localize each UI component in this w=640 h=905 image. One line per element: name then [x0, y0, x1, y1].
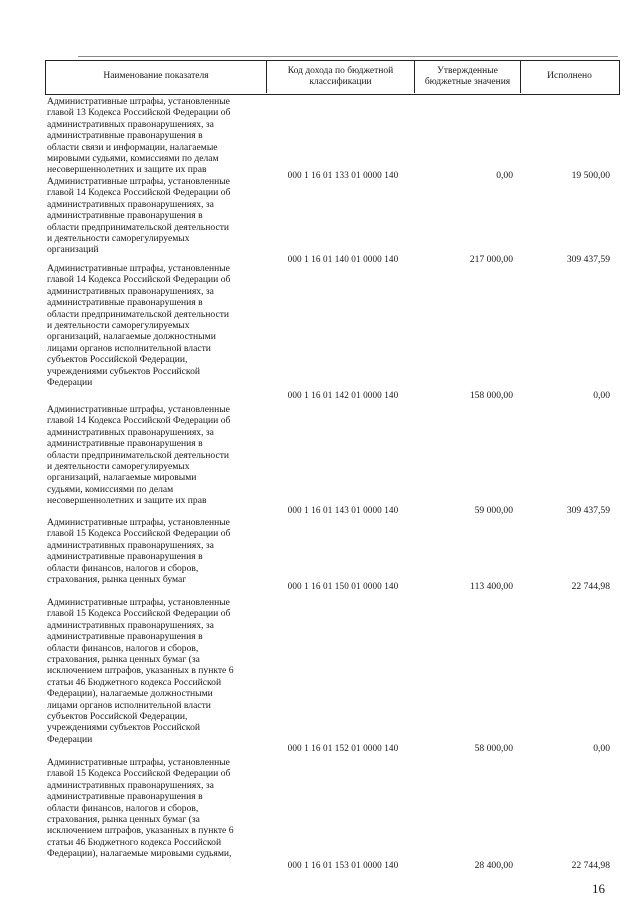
row-approved: 59 000,00 — [474, 505, 513, 516]
header-executed: Исполнено — [547, 71, 592, 81]
row-executed: 0,00 — [593, 743, 610, 754]
row-name: Административные штрафы, установленные главой 15 Кодекса Российской Федерации об административных правонарушениях, за административные правонарушения в области финансов, налогов и сборов, страхования, рынка ценных бумаг — [47, 517, 231, 586]
row-approved: 0,00 — [496, 170, 513, 181]
row-code: 000 1 16 01 133 01 0000 140 — [287, 170, 399, 180]
row-name: Административные штрафы, установленные главой 13 Кодекса Российской Федерации об административных правонарушениях, за административные правонарушения в области связи и информации, налагаемые мировыми судьями, комиссиями по делам несовершеннолетних и защите их прав — [47, 96, 231, 176]
row-approved: 113 400,00 — [470, 581, 513, 592]
row-approved: 158 000,00 — [469, 390, 513, 401]
row-code: 000 1 16 01 142 01 0000 140 — [287, 390, 399, 400]
header-name: Наименование показателя — [103, 71, 209, 81]
row-approved: 217 000,00 — [469, 254, 513, 265]
row-name: Административные штрафы, установленные главой 14 Кодекса Российской Федерации об административных правонарушениях, за административные правонарушения в области предпринимательской деятельности и деятельности саморегулируемых организаций, налагаемые должностными лицами органов исполнительной власти субъектов Российской Федерации, учреждениями субъектов Российской Федерации — [47, 263, 231, 389]
row-code: 000 1 16 01 140 01 0000 140 — [287, 254, 399, 264]
row-name: Административные штрафы, установленные главой 15 Кодекса Российской Федерации об административных правонарушениях, за административные правонарушения в области финансов, налогов и сборов, страхования, рынка ценных бумаг (за исключением штрафов, указанных в пункте 6 статьи 46 Бюджетного кодекса Российской Федерации), налагаемые мировыми судьями, — [47, 757, 234, 860]
page-number: 16 — [592, 881, 605, 896]
row-executed: 309 437,59 — [566, 254, 610, 265]
row-approved: 58 000,00 — [474, 743, 513, 754]
header-approved: Утвержденные бюджетные значения — [424, 65, 511, 87]
row-executed: 19 500,00 — [571, 170, 610, 181]
top-rule — [78, 56, 618, 57]
row-executed: 22 744,98 — [571, 581, 610, 592]
row-code: 000 1 16 01 153 01 0000 140 — [287, 860, 399, 870]
row-name: Административные штрафы, установленные главой 15 Кодекса Российской Федерации об административных правонарушениях, за административные правонарушения в области финансов, налогов и сборов, страхования, рынка ценных бумаг (за исключением штрафов, указанных в пункте 6 статьи 46 Бюджетного кодекса Российской Федерации), налагаемые должностными лицами органов исполнительной власти субъектов Российской Федерации, учреждениями субъектов Российской Федерации — [47, 597, 234, 745]
row-executed: 22 744,98 — [571, 860, 610, 871]
row-code: 000 1 16 01 150 01 0000 140 — [287, 581, 399, 591]
row-name: Административные штрафы, установленные главой 14 Кодекса Российской Федерации об административных правонарушениях, за административные правонарушения в области предпринимательской деятельности и деятельности саморегулируемых организаций, налагаемые мировыми судьями, комиссиями по делам несовершеннолетних и защите их прав — [47, 404, 231, 507]
row-approved: 28 400,00 — [474, 860, 513, 871]
row-executed: 309 437,59 — [566, 505, 610, 516]
header-code: Код дохода по бюджетной классификации — [287, 65, 394, 87]
row-executed: 0,00 — [593, 390, 610, 401]
row-code: 000 1 16 01 152 01 0000 140 — [287, 743, 399, 753]
row-name: Административные штрафы, установленные главой 14 Кодекса Российской Федерации об административных правонарушениях, за административные правонарушения в области предпринимательской деятельности и деятельности саморегулируемых организаций — [47, 176, 231, 256]
row-code: 000 1 16 01 143 01 0000 140 — [287, 505, 399, 515]
